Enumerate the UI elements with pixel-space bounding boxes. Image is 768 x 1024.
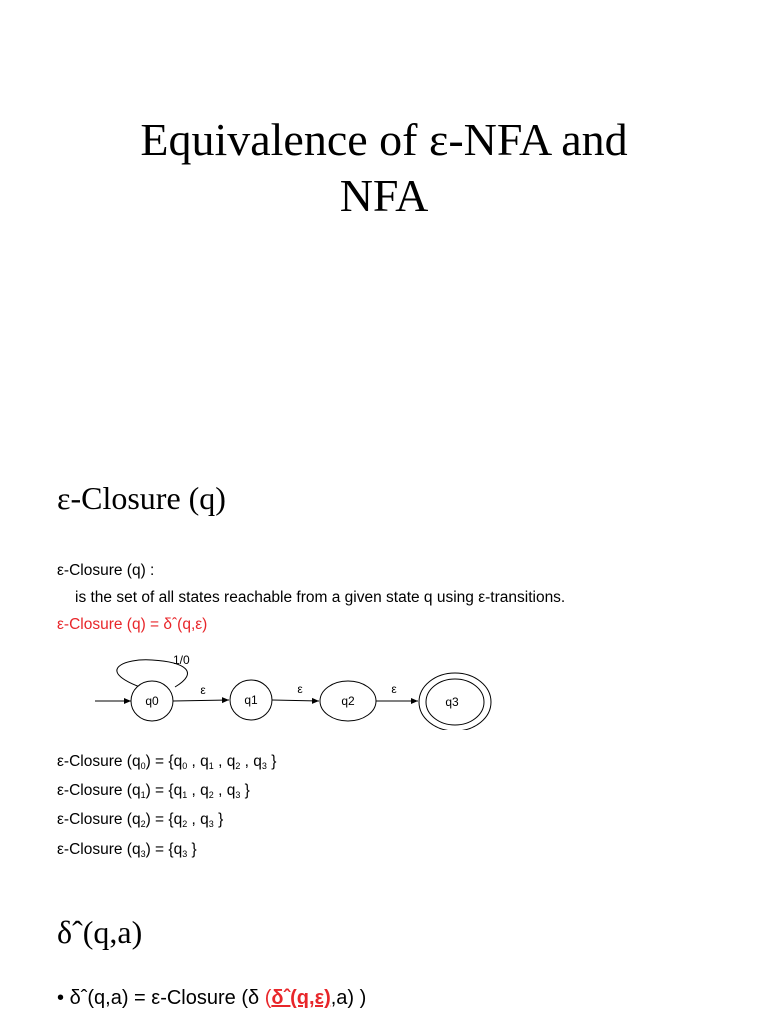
closure-prefix: ε-Closure (q <box>57 841 141 858</box>
closure-member-subscript: 3 <box>182 849 188 859</box>
closure-member-subscript: 2 <box>208 790 214 800</box>
closure-line-2: ε-Closure $(q_2) = \{q_2$ , $q_3$ } <box>57 811 224 829</box>
closure-member-subscript: 0 <box>182 761 188 771</box>
bullet-marker: • <box>57 987 65 1009</box>
closure-prefix: ε-Closure (q <box>57 753 141 770</box>
closure-member-subscript: 1 <box>182 790 188 800</box>
closure-subscript: 3 <box>140 849 146 859</box>
closure-equals: ) = { <box>145 753 174 770</box>
closure-member-state: q <box>173 841 183 858</box>
closure-member-state: q <box>200 811 209 828</box>
definition-label: ε-Closure (q) : <box>57 562 155 579</box>
closure-subscript: 0 <box>140 761 146 771</box>
state-q2 <box>320 681 376 721</box>
closure-formula: ε-Closure (q) = δˆ(q,ε) <box>57 616 208 633</box>
closure-member-subscript: 3 <box>208 819 214 829</box>
formula-emphasis: δˆ(q,ε) <box>271 987 331 1009</box>
closure-member-subscript: 2 <box>182 819 188 829</box>
delta-formula-bullet <box>57 985 366 1011</box>
closure-member-state: q <box>253 753 262 770</box>
transition-q1-q2 <box>272 700 319 701</box>
delta-hat-heading: δˆ(q,a) <box>57 914 143 950</box>
state-q2-label: q2 <box>341 694 355 708</box>
closure-equals: ) = { <box>145 841 174 858</box>
epsilon-nfa-diagram <box>0 640 768 730</box>
transition-label-q0-q1: ε <box>200 683 206 697</box>
closure-member-subscript: 3 <box>261 761 267 771</box>
closure-member-state: q <box>200 782 209 799</box>
state-q0-label: q0 <box>145 694 159 708</box>
definition-text: is the set of all states reachable from a given state q using ε-transitions. <box>75 589 566 606</box>
closure-member-state: q <box>226 782 236 799</box>
title-line-1: Equivalence of ε-NFA and <box>140 114 628 165</box>
formula-end: ,a) ) <box>330 987 367 1009</box>
transition-label-q1-q2: ε <box>297 682 303 696</box>
state-q1 <box>230 680 272 720</box>
title-line-2: NFA <box>339 170 429 221</box>
closure-line-0: ε-Closure $(q_0) = \{q_0$ , $q_1$ , $q_2$ , $q_3$ } <box>57 753 277 771</box>
formula-start: δˆ(q,a) = ε-Closure (δ <box>64 987 265 1009</box>
closure-member-subscript: 1 <box>208 761 214 771</box>
closure-prefix: ε-Closure (q <box>57 811 141 828</box>
self-loop-label: 1/0 <box>173 653 190 667</box>
closure-member-state: q <box>173 753 183 770</box>
closure-equals: ) = { <box>145 811 174 828</box>
page-title <box>0 112 768 224</box>
closure-member-state: q <box>173 782 183 799</box>
state-q3-accepting <box>419 673 491 730</box>
transition-label-q2-q3: ε <box>391 682 397 696</box>
closure-member-state: q <box>226 753 236 770</box>
closure-member-subscript: 2 <box>235 761 241 771</box>
closure-prefix: ε-Closure (q <box>57 782 141 799</box>
closure-line-3: ε-Closure $(q_3) = \{q_3$ } <box>57 841 197 859</box>
closure-member-subscript: 3 <box>235 790 241 800</box>
epsilon-closure-heading: ε-Closure (q) <box>57 480 226 516</box>
closure-equals: ) = { <box>145 782 174 799</box>
closure-member-state: q <box>173 811 183 828</box>
transition-q0-q1 <box>173 700 229 701</box>
closure-member-state: q <box>200 753 209 770</box>
state-q1-label: q1 <box>244 693 258 707</box>
formula-open-paren: ( <box>264 987 272 1009</box>
closure-line-1: ε-Closure $(q_1) = \{q_1$ , $q_2$ , $q_3$ } <box>57 782 250 800</box>
closure-subscript: 2 <box>140 819 146 829</box>
closure-subscript: 1 <box>140 790 146 800</box>
state-q0 <box>131 681 173 721</box>
state-q3-label: q3 <box>445 695 459 709</box>
